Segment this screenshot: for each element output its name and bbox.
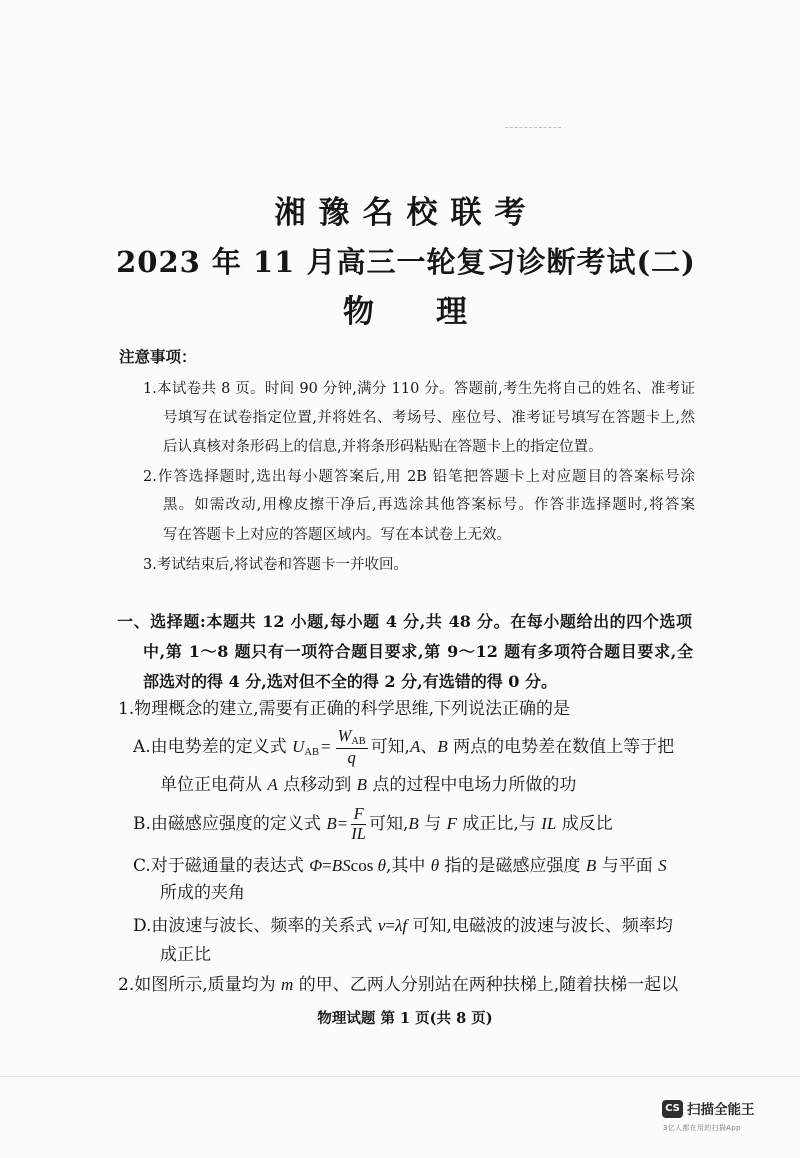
math-symbol: U	[292, 737, 305, 756]
question-2-stem	[118, 974, 678, 996]
option-c-line-1	[133, 855, 667, 877]
option-text: 成正比,与	[456, 814, 542, 834]
fraction-numerator: F	[351, 805, 366, 825]
option-d-line-1	[133, 915, 673, 937]
fraction	[351, 805, 366, 844]
option-d-line-2: 成正比	[160, 945, 211, 965]
math-symbol: θ	[377, 856, 386, 875]
option-b-line-1	[133, 804, 613, 844]
option-text: C.对于磁通量的表达式	[133, 856, 310, 876]
question-text: 的甲、乙两人分别站在两种扶梯上,随着扶梯一起以	[293, 975, 679, 995]
note-2-line-2: 黑。如需改动,用橡皮擦干净后,再选涂其他答案标号。作答非选择题时,将答案	[163, 497, 695, 513]
watermark-tagline: 3亿人都在用的扫描App	[663, 1124, 741, 1132]
note-2-line-3: 写在答题卡上对应的答题区域内。写在本试卷上无效。	[163, 527, 511, 543]
question-1-stem: 1.物理概念的建立,需要有正确的科学思维,下列说法正确的是	[118, 699, 571, 719]
math-symbol: f	[402, 916, 408, 935]
math-function: cos	[350, 856, 378, 875]
note-2-line-1: 2.作答选择题时,选出每小题答案后,用 2B 铅笔把答题卡上对应题目的答案标号涂	[143, 469, 695, 485]
scan-artifact	[505, 127, 561, 128]
logo-text: CS	[665, 1103, 680, 1114]
math-subscript: AB	[351, 736, 366, 748]
option-text: 点移动到	[277, 775, 357, 795]
option-text: 两点的电势差在数值上等于把	[447, 737, 675, 757]
math-symbol: B	[356, 775, 367, 794]
math-symbol: S	[658, 856, 667, 875]
fraction-denominator: q	[347, 747, 356, 767]
camscanner-logo-icon	[662, 1100, 683, 1118]
math-symbol: λ	[394, 916, 403, 935]
note-1-line-2: 号填写在试卷指定位置,并将姓名、考场号、座位号、准考证号填写在答题卡上,然	[163, 410, 695, 426]
math-symbol: B	[585, 856, 597, 875]
watermark-name: 扫描全能王	[687, 1102, 755, 1118]
option-a-line-1	[133, 727, 674, 773]
math-symbol: IL	[541, 814, 557, 833]
option-text: 成反比	[556, 814, 613, 834]
math-subscript: AB	[304, 747, 320, 759]
math-symbol: B	[437, 737, 448, 756]
math-symbol: v	[377, 916, 386, 935]
option-text: 与	[418, 814, 447, 834]
note-1-line-1: 1.本试卷共 8 页。时间 90 分钟,满分 110 分。答题前,考生先将自己的姓名、准考证	[143, 381, 695, 397]
note-3-line-1: 3.考试结束后,将试卷和答题卡一并收回。	[143, 557, 408, 573]
math-symbol: B	[408, 814, 419, 833]
option-text: 指的是磁感应强度	[439, 856, 586, 876]
question-text: 2.如图所示,质量均为	[118, 975, 282, 995]
option-text: 与平面	[596, 856, 659, 876]
option-text: B.由磁感应强度的定义式	[133, 814, 327, 834]
fraction	[336, 727, 368, 768]
section-heading-line-3: 部选对的得 4 分,选对但不全的得 2 分,有选错的得 0 分。	[143, 672, 557, 691]
math-symbol: F	[446, 814, 457, 833]
subject-title: 物 理	[343, 294, 467, 330]
fraction-denominator: IL	[351, 824, 366, 843]
section-heading-line-2: 中,第 1～8 题只有一项符合题目要求,第 9～12 题有多项符合题目要求,全	[143, 642, 693, 661]
math-symbol: W	[337, 726, 352, 746]
exam-title: 2023 年 11 月高三一轮复习诊断考试(二)	[116, 245, 696, 279]
fraction-numerator	[336, 727, 368, 749]
option-text: 、	[420, 737, 438, 757]
equals-sign: =	[321, 737, 331, 756]
notes-heading: 注意事项：	[119, 347, 197, 366]
option-text: 单位正电荷从	[160, 775, 268, 795]
option-text: ,其中	[385, 856, 431, 876]
page-footer: 物理试题 第 1 页(共 8 页)	[317, 1010, 493, 1027]
math-symbol: A	[267, 775, 278, 794]
equals-sign: =	[322, 856, 332, 875]
section-heading-line-1: 一、选择题:本题共 12 小题,每小题 4 分,共 48 分。在每小题给出的四个选项	[117, 612, 692, 631]
option-a-line-2	[160, 774, 576, 796]
page-edge-line	[0, 1076, 800, 1077]
note-1-line-3: 后认真核对条形码上的信息,并将条形码粘贴在答题卡上的指定位置。	[163, 439, 603, 455]
math-symbol: Φ	[309, 856, 323, 875]
option-text: D.由波速与波长、频率的关系式	[133, 916, 378, 936]
equals-sign: =	[385, 916, 395, 935]
option-text: 可知,电磁波的波速与波长、频率均	[407, 916, 673, 936]
math-symbol: θ	[430, 856, 440, 875]
option-text: 可知,	[370, 737, 410, 757]
option-text: 可知,	[368, 814, 409, 834]
option-c-line-2: 所成的夹角	[160, 883, 245, 903]
math-symbol: m	[281, 975, 294, 994]
math-symbol: A	[409, 737, 421, 756]
school-title: 湘豫名校联考	[274, 195, 539, 231]
equals-sign: =	[337, 814, 348, 833]
option-text: 点的过程中电场力所做的功	[367, 775, 577, 795]
math-symbol: BS	[331, 856, 351, 875]
math-symbol: B	[326, 814, 337, 833]
option-text: A.由电势差的定义式	[133, 737, 293, 757]
